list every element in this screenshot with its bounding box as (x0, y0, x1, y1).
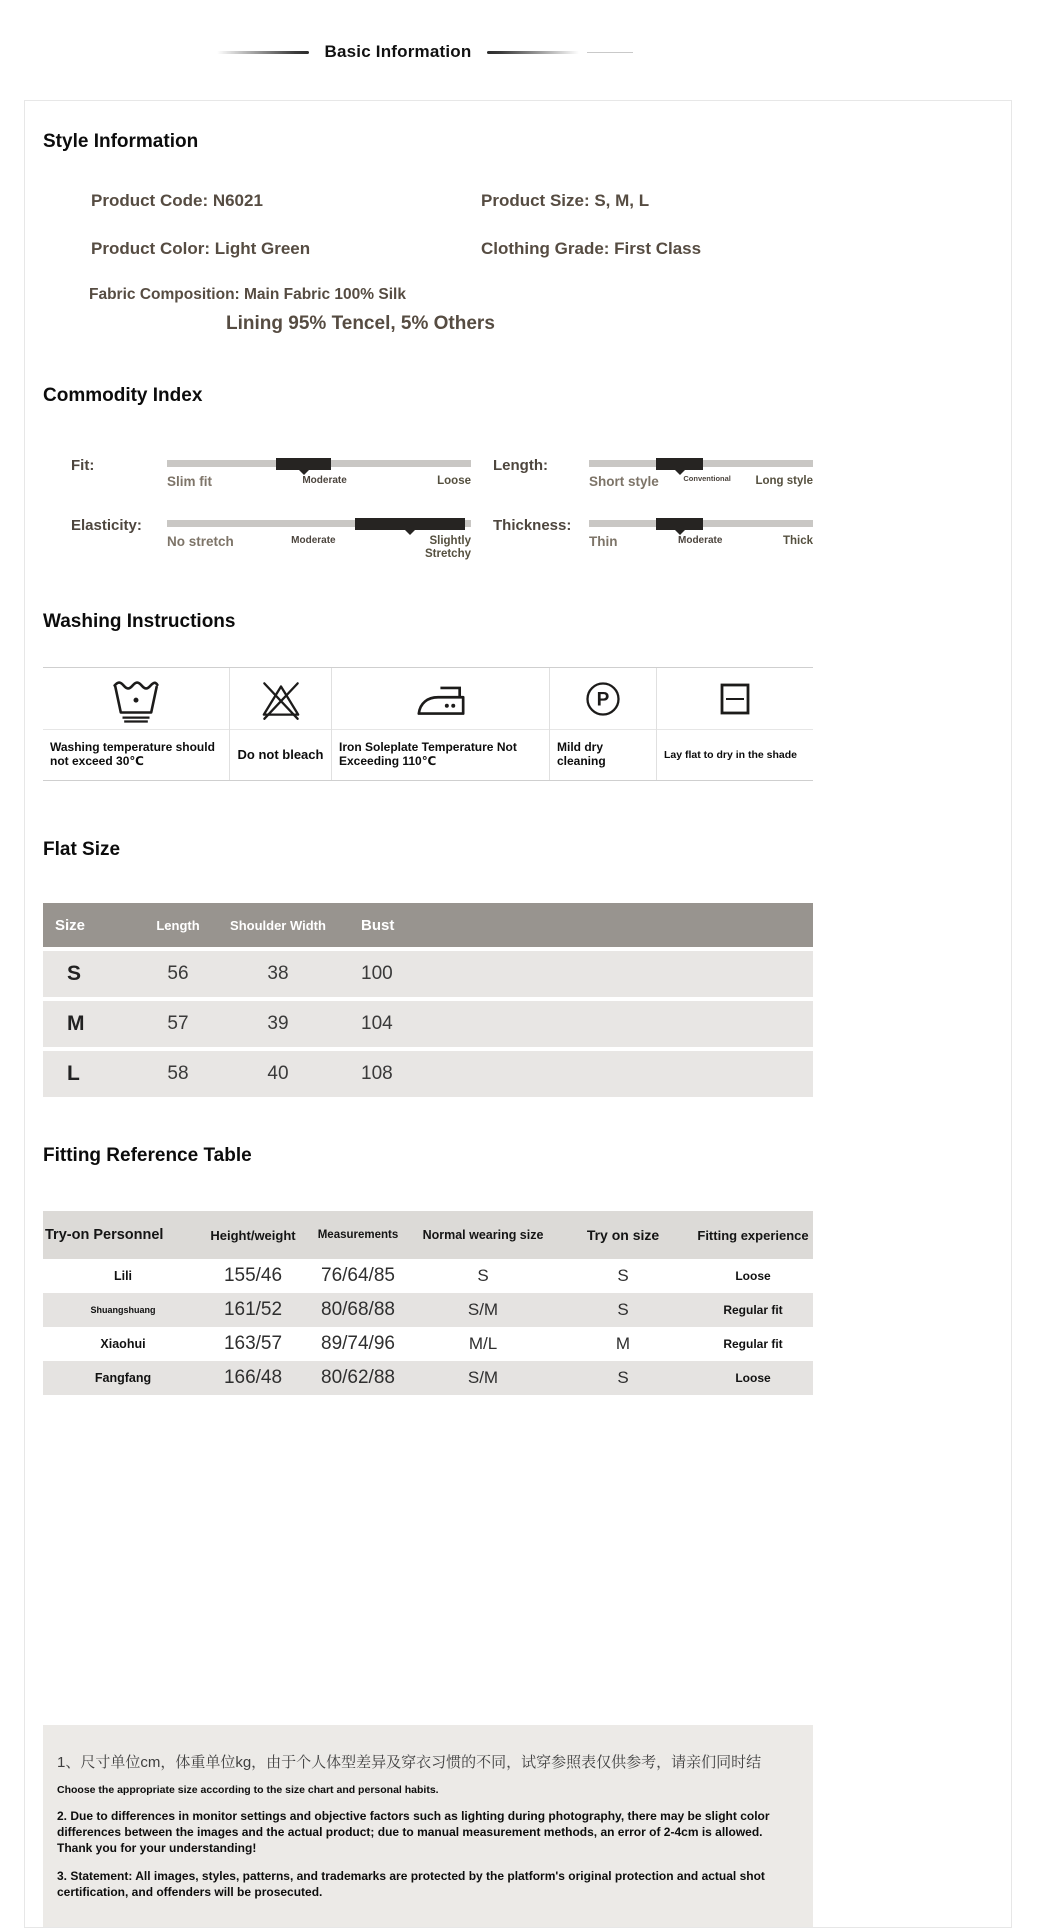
measure-cell: 57 (167, 1013, 189, 1034)
flat-size-header-row (43, 903, 813, 947)
info-card (24, 100, 1012, 1928)
iron-110-icon (332, 668, 549, 730)
slider-tick-label: Long style (755, 475, 813, 487)
style-field: Product Color: Light Green (91, 239, 311, 258)
fitting-col-header: Normal wearing size (422, 1228, 544, 1242)
washing-label: Washing temperature should not exceed 30℃ (50, 740, 215, 768)
person-name-cell: Lili (113, 1269, 133, 1283)
slider-tick-labels (589, 475, 813, 490)
slider-label: Elasticity: (71, 517, 142, 534)
measure-cell: 108 (361, 1063, 393, 1084)
fabric-composition-line1: Fabric Composition: Main Fabric 100% Silk (89, 286, 406, 303)
fitting-row (43, 1327, 813, 1361)
do-not-bleach-icon (230, 668, 331, 730)
slider-tick-label: Loose (437, 475, 471, 487)
slider-track (589, 460, 813, 467)
slider-thickness (493, 513, 813, 571)
fitting-row (43, 1293, 813, 1327)
size-cell: S (67, 962, 82, 985)
flat-size-row (43, 951, 813, 997)
fitting-cell: Loose (735, 1371, 771, 1385)
person-name-cell: Shuangshuang (90, 1305, 156, 1315)
washing-label: Mild dry cleaning (557, 740, 606, 768)
slider-track (167, 460, 471, 467)
slider-tick-label: Slightly Stretchy (424, 535, 471, 560)
fitting-cell: S/M (467, 1368, 499, 1387)
slider-tick-labels (167, 535, 471, 560)
slider-tick-label: No stretch (167, 534, 234, 549)
washing-cell (331, 668, 549, 780)
slider-indicator (355, 518, 464, 530)
slider-track (589, 520, 813, 527)
fitting-col-header: Measurements (317, 1229, 399, 1241)
fitting-cell: 166/48 (223, 1367, 283, 1388)
slider-tick-label: Moderate (291, 535, 336, 546)
washing-cell (549, 668, 656, 780)
slider-body (589, 453, 813, 511)
slider-label: Length: (493, 457, 548, 474)
lay-flat-dry-icon (657, 668, 813, 730)
slider-body (167, 513, 471, 571)
fitting-cell: 155/46 (223, 1265, 283, 1286)
commodity-sliders (43, 453, 813, 571)
flat-size-heading: Flat Size (43, 839, 121, 860)
slider-tick-label: Moderate (302, 475, 347, 486)
fitting-col-header: Height/weight (210, 1227, 296, 1243)
style-info-heading: Style Information (43, 131, 199, 152)
fitting-row (43, 1361, 813, 1395)
size-cell: M (67, 1012, 85, 1035)
fitting-col-header: Try-on Personnel (45, 1227, 164, 1243)
note-size-units-cn: 1、尺寸单位cm，体重单位kg，由于个人体型差异及穿衣习惯的不同，试穿参照表仅供参考，请亲们同时结 (57, 1754, 762, 1771)
measure-cell: 104 (361, 1013, 393, 1034)
slider-tick-label: Slim fit (167, 474, 213, 489)
fitting-cell: S (477, 1266, 489, 1285)
slider-indicator (656, 518, 703, 530)
fitting-cell: S/M (467, 1300, 499, 1319)
washing-label: Do not bleach (237, 746, 324, 762)
fitting-cell: 89/74/96 (321, 1333, 395, 1354)
fitting-cell: Regular fit (723, 1337, 783, 1351)
slider-label: Fit: (71, 457, 95, 474)
header-decor-line-left (217, 51, 309, 54)
person-name-cell: Xiaohui (100, 1337, 146, 1351)
fitting-body (43, 1259, 813, 1395)
header-decor-line-right (487, 51, 579, 54)
notes-box (43, 1725, 813, 1927)
flat-size-col-header: Size (55, 916, 86, 934)
person-name-cell: Fangfang (94, 1371, 152, 1385)
slider-tick-label: Short style (589, 474, 659, 489)
slider-label: Thickness: (493, 517, 572, 534)
fabric-composition-line2: Lining 95% Tencel, 5% Others (226, 313, 495, 334)
washing-cell (229, 668, 331, 780)
fitting-cell: S (617, 1266, 629, 1285)
style-info-fields (43, 191, 813, 259)
slider-elasticity (71, 513, 471, 571)
svg-text:P: P (596, 689, 610, 710)
washing-label: Iron Soleplate Temperature Not Exceeding 110℃ (339, 740, 517, 768)
fitting-cell: Loose (735, 1269, 771, 1283)
style-field: Product Size: S, M, L (481, 191, 650, 210)
flat-size-row (43, 1051, 813, 1097)
flat-size-col-header: Length (156, 917, 200, 933)
fitting-header-row (43, 1211, 813, 1259)
fitting-cell: S (617, 1300, 629, 1319)
fitting-row (43, 1259, 813, 1293)
slider-tick-labels (589, 535, 813, 550)
slider-indicator (656, 458, 703, 470)
slider-fit (71, 453, 471, 511)
page-header (0, 0, 850, 62)
washing-heading: Washing Instructions (43, 611, 236, 632)
slider-track (167, 520, 471, 527)
flat-size-row (43, 1001, 813, 1047)
flat-size-table (43, 903, 813, 1097)
washing-cell (43, 668, 229, 780)
washing-label: Lay flat to dry in the shade (664, 748, 798, 761)
slider-tick-label: Thin (589, 534, 618, 549)
style-field: Product Code: N6021 (91, 191, 263, 210)
page-title: Basic Information (324, 42, 472, 61)
header-decor-line-ext (587, 52, 633, 53)
slider-body (167, 453, 471, 511)
measure-cell: 39 (267, 1013, 289, 1034)
washing-cell (656, 668, 813, 780)
fitting-cell: Regular fit (723, 1303, 783, 1317)
measure-cell: 40 (267, 1063, 289, 1084)
fitting-cell: 161/52 (223, 1299, 283, 1320)
note-color-difference: 2. Due to differences in monitor settings and objective factors such as lighting during photography, there may be slight color differences between the images and the actual product; due to manual measurement methods, an error of 2-4cm is allowed. Thank you for your understanding! (57, 1809, 770, 1855)
fitting-col-header: Try on size (586, 1227, 660, 1243)
fitting-cell: 80/62/88 (321, 1367, 395, 1388)
fitting-cell: 76/64/85 (321, 1265, 395, 1286)
fitting-col-header: Fitting experience (697, 1227, 809, 1243)
slider-tick-label: Moderate (678, 535, 723, 546)
slider-body (589, 513, 813, 571)
fitting-cell: M (615, 1334, 631, 1353)
flat-size-body (43, 951, 813, 1097)
size-cell: L (67, 1062, 80, 1085)
slider-tick-label: Thick (782, 535, 813, 547)
style-field: Clothing Grade: First Class (481, 239, 702, 258)
fitting-cell: M/L (468, 1334, 498, 1353)
slider-length (493, 453, 813, 511)
fitting-table (43, 1211, 813, 1395)
note-size-advice-en: Choose the appropriate size according to the size chart and personal habits. (57, 1784, 439, 1796)
dry-clean-p-icon (550, 668, 656, 730)
washing-table (43, 667, 813, 781)
flat-size-col-header: Shoulder Width (230, 917, 326, 933)
fitting-cell: 80/68/88 (321, 1299, 395, 1320)
wash-30-icon (43, 668, 229, 730)
measure-cell: 38 (267, 963, 289, 984)
flat-size-col-header: Bust (361, 916, 395, 934)
measure-cell: 56 (167, 963, 189, 984)
slider-tick-labels (167, 475, 471, 490)
fitting-cell: S (617, 1368, 629, 1387)
measure-cell: 100 (361, 963, 393, 984)
fitting-heading: Fitting Reference Table (43, 1145, 252, 1166)
fitting-cell: 163/57 (223, 1333, 283, 1354)
slider-indicator (276, 458, 331, 470)
commodity-index-heading: Commodity Index (43, 385, 203, 406)
slider-tick-label: Conventional (683, 474, 731, 483)
note-statement: 3. Statement: All images, styles, patterns, and trademarks are protected by the platform's original protection and actual shot certification, and offenders will be prosecuted. (57, 1869, 765, 1900)
measure-cell: 58 (167, 1063, 189, 1084)
